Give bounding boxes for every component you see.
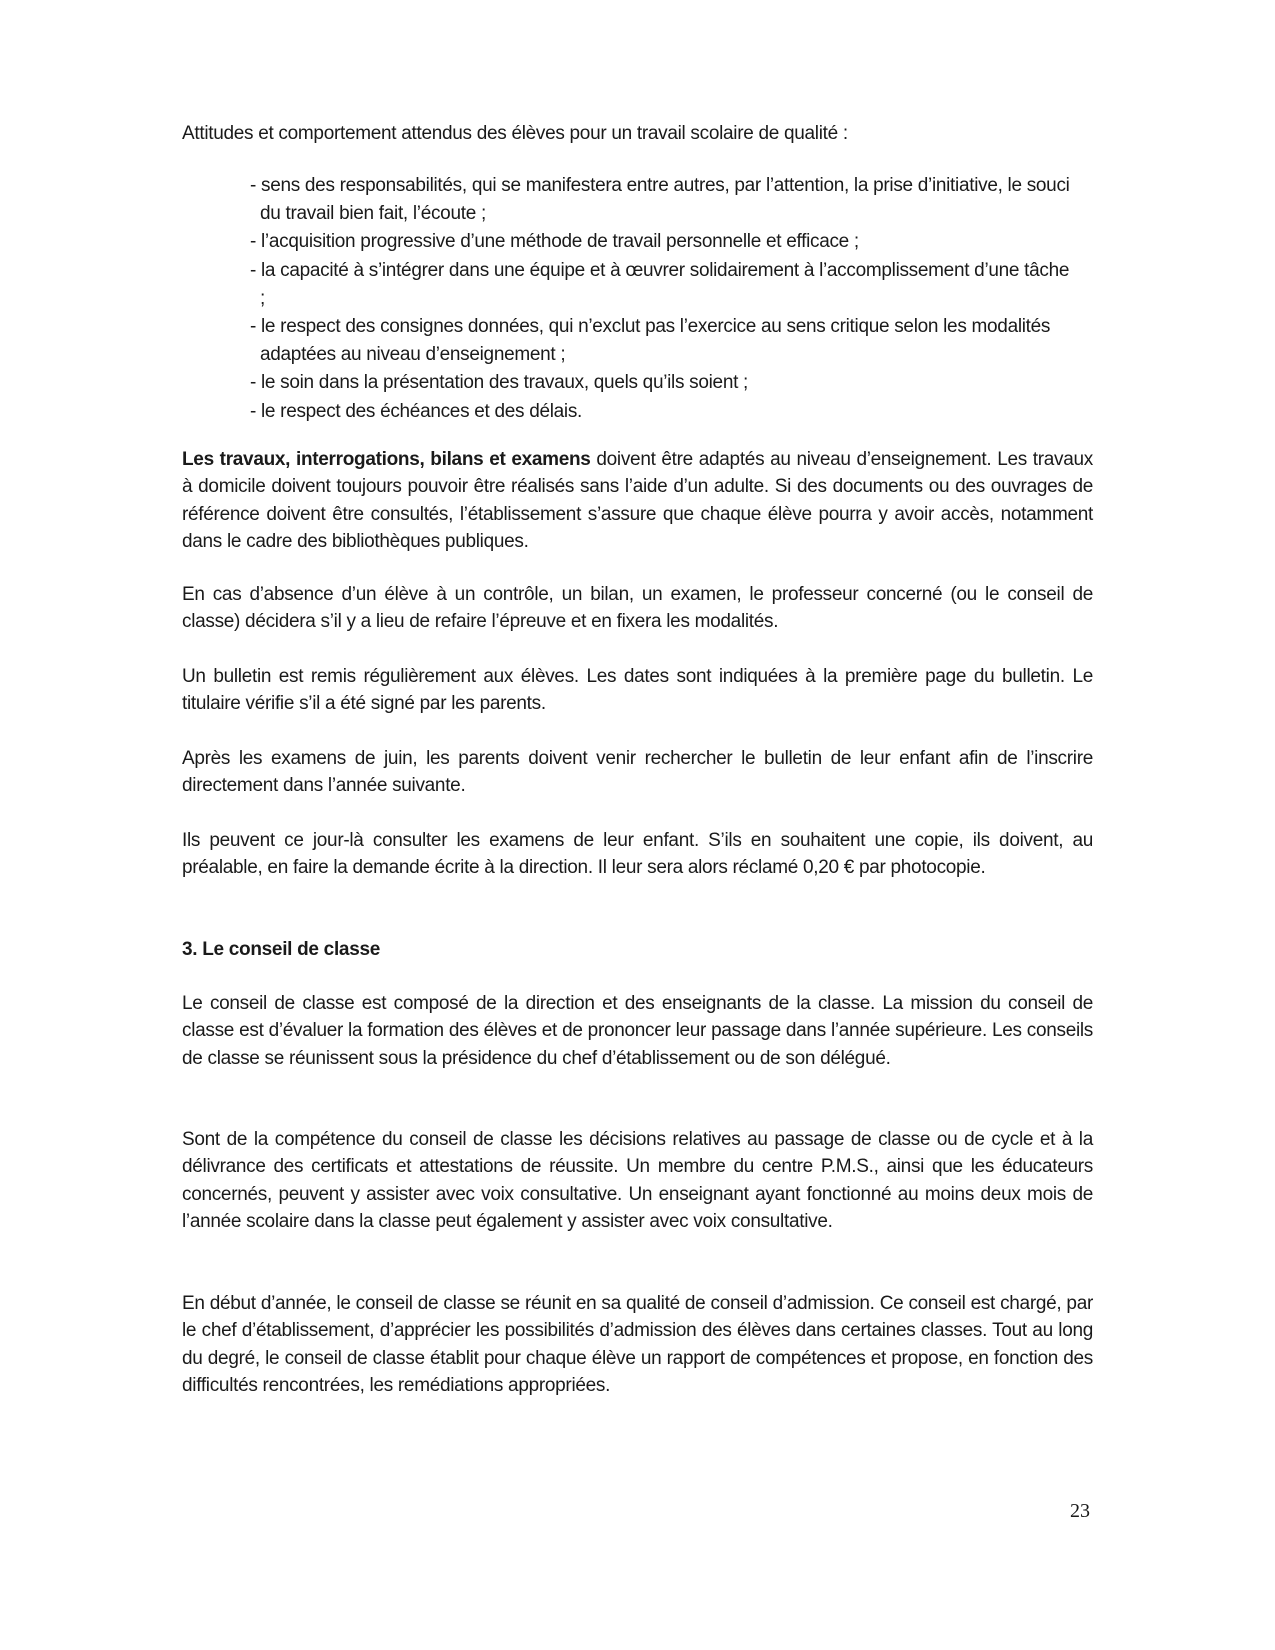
paragraph-copie: Ils peuvent ce jour-là consulter les examens de leur enfant. S’ils en souhaitent une copie, ils doivent, au préalable, en faire la demande écrite à la direction. Il leur sera alors réclamé 0,20 € par photocopie. <box>182 830 1093 879</box>
paragraph-travaux-text: doivent être adaptés au niveau d’enseignement. Les travaux à domicile doivent toujours pouvoir être réalisés sans l’aide d’un adulte. Si des documents ou des ouvrages de référence doivent être consultés, l’établissement s’assure que chaque élève pourra y avoir accès, notamment dans le cadre des bibliothèques publiques. <box>182 449 1093 552</box>
intro-text: Attitudes et comportement attendus des élèves pour un travail scolaire de qualité : <box>182 123 848 144</box>
list-item: - sens des responsabilités, qui se manifestera entre autres, par l’attention, la prise d’initiative, le souci du travail bien fait, l’écoute ; <box>250 175 1070 225</box>
paragraph-bulletin: Un bulletin est remis régulièrement aux élèves. Les dates sont indiquées à la première page du bulletin. Le titulaire vérifie s’il a été signé par les parents. <box>182 666 1093 715</box>
paragraph-absence: En cas d’absence d’un élève à un contrôle, un bilan, un examen, le professeur concerné (ou le conseil de classe) décidera s’il y a lieu de refaire l’épreuve et en fixera les modalités. <box>182 584 1093 633</box>
list-item: - la capacité à s’intégrer dans une équipe et à œuvrer solidairement à l’accomplissement d’une tâche ; <box>250 259 1070 309</box>
list-item: - le soin dans la présentation des travaux, quels qu’ils soient ; <box>250 372 749 394</box>
list-item: - l’acquisition progressive d’une méthode de travail personnelle et efficace ; <box>250 231 859 253</box>
list-item: - le respect des consignes données, qui n’exclut pas l’exercice au sens critique selon les modalités adaptées au niveau d’enseignement ; <box>250 316 1051 366</box>
paragraph-juin: Après les examens de juin, les parents doivent venir rechercher le bulletin de leur enfant afin de l’inscrire directement dans l’année suivante. <box>182 748 1093 797</box>
paragraph-conseil-2: Sont de la compétence du conseil de classe les décisions relatives au passage de classe ou de cycle et à la délivrance des certificats et attestations de réussite. Un membre du centre P.M.S., ainsi que les éducateurs concernés, peuvent y assister avec voix consultative. Un enseignant ayant fonctionné au moins deux mois de l’année scolaire dans la classe peut également y assister avec voix consultative. <box>182 1129 1093 1232</box>
page-number: 23 <box>1070 1500 1090 1522</box>
paragraph-conseil-3: En début d’année, le conseil de classe se réunit en sa qualité de conseil d’admission. Ce conseil est chargé, par le chef d’établissement, d’apprécier les possibilités d’admission des élèves dans certaines classes. Tout au long du degré, le conseil de classe établit pour chaque élève un rapport de compétences et propose, en fonction des difficultés rencontrées, les remédiations appropriées. <box>182 1293 1093 1396</box>
paragraph-travaux-bold: Les travaux, interrogations, bilans et examens <box>182 449 591 470</box>
list-item: - le respect des échéances et des délais. <box>250 400 583 422</box>
section-heading: 3. Le conseil de classe <box>182 939 380 960</box>
paragraph-travaux <box>182 446 1093 555</box>
attitudes-list <box>250 172 1070 426</box>
paragraph-conseil-1: Le conseil de classe est composé de la direction et des enseignants de la classe. La mission du conseil de classe est d’évaluer la formation des élèves et de prononcer leur passage dans l’année supérieure. Les conseils de classe se réunissent sous la présidence du chef d’établissement ou de son délégué. <box>182 993 1093 1069</box>
